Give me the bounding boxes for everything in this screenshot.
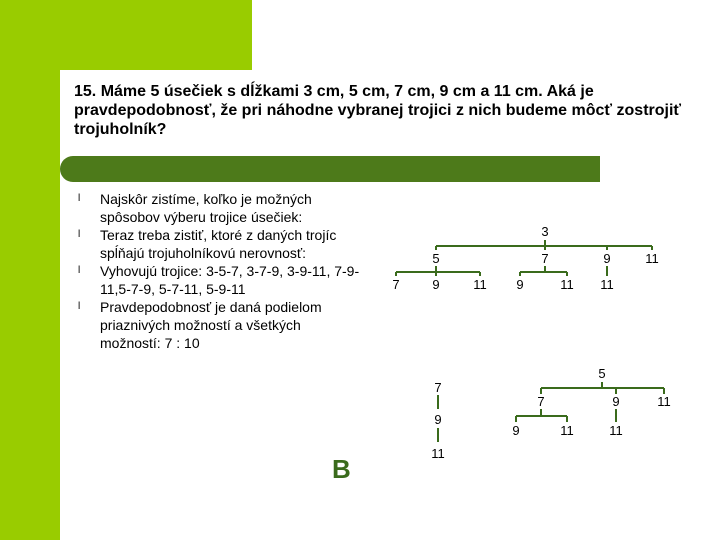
tree-node: 3 (541, 224, 549, 239)
tree-node: 9 (603, 251, 611, 266)
tree-node: 9 (612, 394, 620, 409)
tree-node: 7 (434, 380, 442, 395)
tree-node: 11 (657, 394, 671, 409)
tree-node: 5 (432, 251, 440, 266)
bullet-marker: l (78, 193, 81, 204)
tree-node: 9 (516, 277, 524, 292)
bullet-text: Teraz treba zistiť, ktoré z daných trojíc spĺňajú trojuholníkovú nerovnosť: (100, 227, 337, 261)
tree-node: 9 (432, 277, 440, 292)
tree-node: 9 (434, 412, 442, 427)
bullet-marker: l (78, 301, 81, 312)
tree-node: 11 (609, 423, 623, 438)
tree-node: 11 (560, 423, 574, 438)
tree-node: 7 (537, 394, 545, 409)
tree-node: 7 (541, 251, 549, 266)
slide-title: 15. Máme 5 úsečiek s dĺžkami 3 cm, 5 cm, 7 cm, 9 cm a 11 cm. Aká je pravdepodobnosť, že pri náhodne vybranej trojici z nich budeme môcť zostrojiť trojuholník? (74, 83, 682, 138)
bullet-text: Pravdepodobnosť je daná podielom priaznivých možností a všetkých možností: 7 : 10 (100, 299, 322, 351)
bullet-marker: l (78, 265, 81, 276)
tree-node: 11 (600, 277, 614, 292)
bullet-text: Najskôr zistíme, koľko je možných spôsobov výberu trojice úsečiek: (100, 191, 312, 225)
label-b: B (332, 454, 351, 484)
tree-node: 11 (473, 277, 487, 292)
tree-node: 9 (512, 423, 520, 438)
tree-node: 7 (392, 277, 400, 292)
tree-node: 11 (560, 277, 574, 292)
bullet-text: Vyhovujú trojice: 3-5-7, 3-7-9, 3-9-11, 7-9-11,5-7-9, 5-7-11, 5-9-11 (100, 263, 360, 297)
tree-node: 5 (598, 366, 606, 381)
bullet-marker: l (78, 229, 81, 240)
tree-node: 11 (431, 446, 445, 461)
tree-node: 11 (645, 251, 659, 266)
